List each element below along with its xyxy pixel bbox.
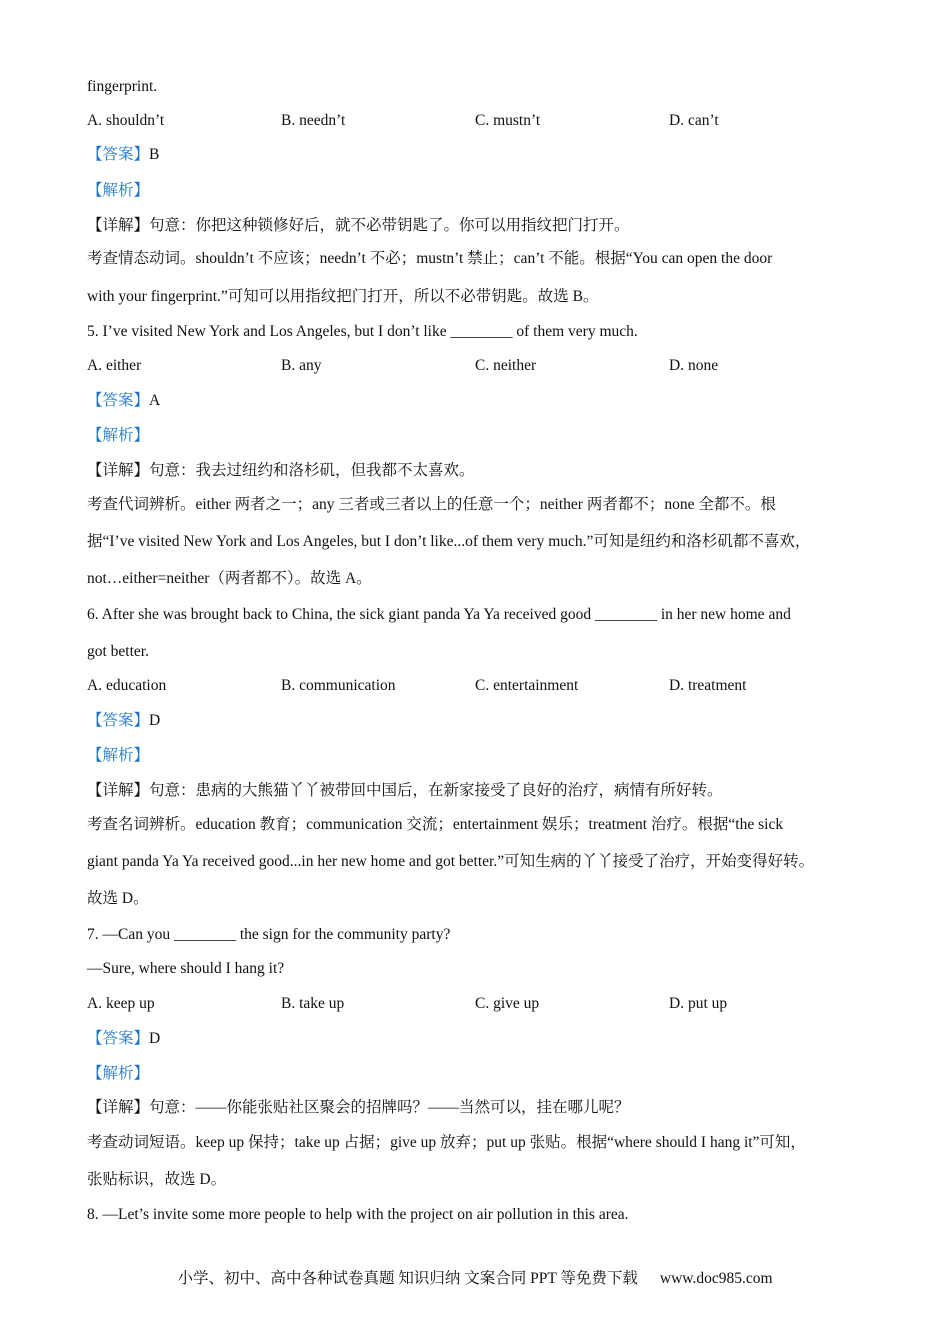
explanation-line: not…either=neither（两者都不）。故选 A。 xyxy=(87,570,372,587)
option-a: A. shouldn’t xyxy=(87,112,165,129)
answer-options xyxy=(87,676,887,696)
answer-value: B xyxy=(149,146,160,163)
analysis-tag: 【解析】 xyxy=(87,427,150,444)
footer-text: 小学、初中、高中各种试卷真题 知识归纳 文案合同 PPT 等免费下载 xyxy=(177,1270,638,1287)
option-b: B. communication xyxy=(281,677,396,694)
explanation-line: 张贴标识，故选 D。 xyxy=(87,1171,227,1188)
detail-tag: 【详解】 xyxy=(87,1099,150,1116)
question-7: 7. —Can you ________ the sign for the community party? xyxy=(87,926,451,943)
analysis-tag: 【解析】 xyxy=(87,747,150,764)
explanation-line: 考查名词辨析。education 教育；communication 交流；entertainment 娱乐；treatment 治疗。根据“the sick xyxy=(87,816,784,833)
detail-text: 句意：——你能张贴社区聚会的招牌吗？——当然可以，挂在哪儿呢？ xyxy=(149,1099,630,1116)
answer-line xyxy=(87,711,160,731)
option-c: C. mustn’t xyxy=(475,112,541,129)
answer-value: D xyxy=(149,1030,161,1047)
detail-line xyxy=(87,781,723,801)
option-c: C. give up xyxy=(475,995,540,1012)
question-7-cont: —Sure, where should I hang it? xyxy=(87,960,285,977)
option-d: D. treatment xyxy=(669,677,747,694)
explanation-line: 故选 D。 xyxy=(87,890,149,907)
answer-value: D xyxy=(149,712,161,729)
detail-line xyxy=(87,216,630,236)
answer-line xyxy=(87,391,160,411)
detail-text: 句意：你把这种锁修好后，就不必带钥匙了。你可以用指纹把门打开。 xyxy=(149,217,630,234)
option-a: A. either xyxy=(87,357,142,374)
detail-tag: 【详解】 xyxy=(87,217,150,234)
answer-options xyxy=(87,994,887,1014)
detail-line xyxy=(87,461,475,481)
answer-options xyxy=(87,111,887,131)
analysis-tag: 【解析】 xyxy=(87,182,150,199)
analysis-tag: 【解析】 xyxy=(87,1065,150,1082)
answer-value: A xyxy=(149,392,161,409)
explanation-line: 据“I’ve visited New York and Los Angeles, but I don’t like...of them very much.”可知是纽约和洛杉矶都不喜欢， xyxy=(87,533,811,550)
question-6: 6. After she was brought back to China, the sick giant panda Ya Ya received good ________ in her new home and xyxy=(87,606,791,623)
option-d: D. put up xyxy=(669,995,728,1012)
explanation-line: with your fingerprint.”可知可以用指纹把门打开，所以不必带钥匙。故选 B。 xyxy=(87,288,599,305)
page-footer xyxy=(0,1268,950,1290)
detail-line xyxy=(87,1098,630,1118)
question-6-cont: got better. xyxy=(87,643,149,660)
answer-line xyxy=(87,1029,160,1049)
question-8: 8. —Let’s invite some more people to help with the project on air pollution in this area. xyxy=(87,1206,629,1223)
detail-text: 句意：患病的大熊猫丫丫被带回中国后，在新家接受了良好的治疗，病情有所好转。 xyxy=(149,782,723,799)
option-b: B. any xyxy=(281,357,322,374)
option-c: C. entertainment xyxy=(475,677,579,694)
detail-tag: 【详解】 xyxy=(87,462,150,479)
answer-tag: 【答案】 xyxy=(87,392,150,409)
explanation-line: giant panda Ya Ya received good...in her new home and got better.”可知生病的丫丫接受了治疗，开始变得好转。 xyxy=(87,853,815,870)
detail-text: 句意：我去过纽约和洛杉矶，但我都不太喜欢。 xyxy=(149,462,475,479)
option-d: D. can’t xyxy=(669,112,719,129)
answer-tag: 【答案】 xyxy=(87,712,150,729)
answer-line xyxy=(87,145,159,165)
answer-tag: 【答案】 xyxy=(87,146,150,163)
detail-tag: 【详解】 xyxy=(87,782,150,799)
explanation-line: 考查情态动词。shouldn’t 不应该；needn’t 不必；mustn’t 禁止；can’t 不能。根据“You can open the door xyxy=(87,250,773,267)
explanation-line: 考查动词短语。keep up 保持；take up 占据；give up 放弃；put up 张贴。根据“where should I hang it”可知， xyxy=(87,1134,806,1151)
option-d: D. none xyxy=(669,357,719,374)
option-b: B. needn’t xyxy=(281,112,346,129)
question-5: 5. I’ve visited New York and Los Angeles, but I don’t like ________ of them very much. xyxy=(87,323,638,340)
footer-url[interactable]: www.doc985.com xyxy=(659,1270,773,1287)
option-c: C. neither xyxy=(475,357,537,374)
explanation-line: 考查代词辨析。either 两者之一；any 三者或三者以上的任意一个；neither 两者都不；none 全都不。根 xyxy=(87,496,776,513)
answer-options xyxy=(87,356,887,376)
option-a: A. education xyxy=(87,677,167,694)
option-a: A. keep up xyxy=(87,995,155,1012)
text-line: fingerprint. xyxy=(87,78,158,95)
answer-tag: 【答案】 xyxy=(87,1030,150,1047)
option-b: B. take up xyxy=(281,995,345,1012)
